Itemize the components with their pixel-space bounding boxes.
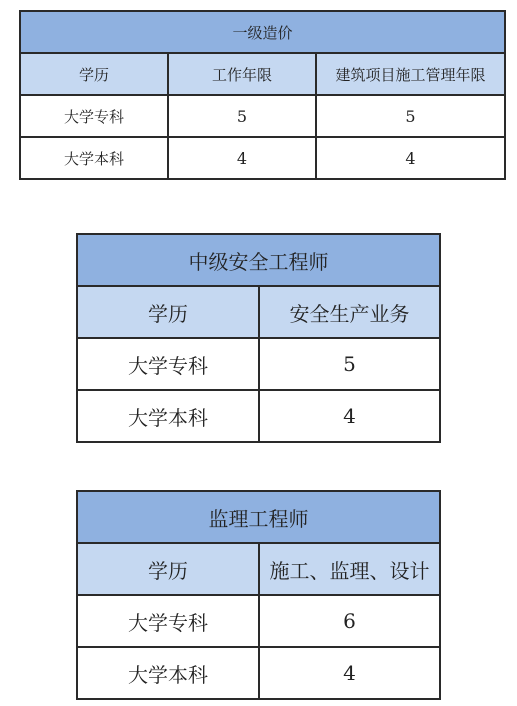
table-title: 中级安全工程师 [77,234,440,286]
table-row [77,390,440,442]
column-header: 工作年限 [168,53,316,95]
table-cell: 4 [316,137,505,179]
table-cell: 大学本科 [20,137,168,179]
table-cell: 4 [168,137,316,179]
table-row [77,338,440,390]
table-cell: 大学专科 [77,595,259,647]
table-row [20,137,505,179]
table-row [20,95,505,137]
table-cell: 4 [259,647,440,699]
table-title: 一级造价 [20,11,505,53]
column-header: 学历 [77,543,259,595]
table-cell: 大学专科 [20,95,168,137]
table-cell: 大学本科 [77,390,259,442]
table-row [77,595,440,647]
table-cell: 6 [259,595,440,647]
column-header: 安全生产业务 [259,286,440,338]
table-cell: 大学本科 [77,647,259,699]
table-cell: 大学专科 [77,338,259,390]
table-cell: 5 [259,338,440,390]
column-header: 学历 [20,53,168,95]
table-supervision-engineer [76,490,441,700]
table-cell: 5 [168,95,316,137]
table-first-level-cost-engineer [19,10,506,180]
column-header: 建筑项目施工管理年限 [316,53,505,95]
column-header: 学历 [77,286,259,338]
table-intermediate-safety-engineer [76,233,441,443]
table-title: 监理工程师 [77,491,440,543]
table-cell: 4 [259,390,440,442]
table-cell: 5 [316,95,505,137]
table-row [77,647,440,699]
column-header: 施工、监理、设计 [259,543,440,595]
